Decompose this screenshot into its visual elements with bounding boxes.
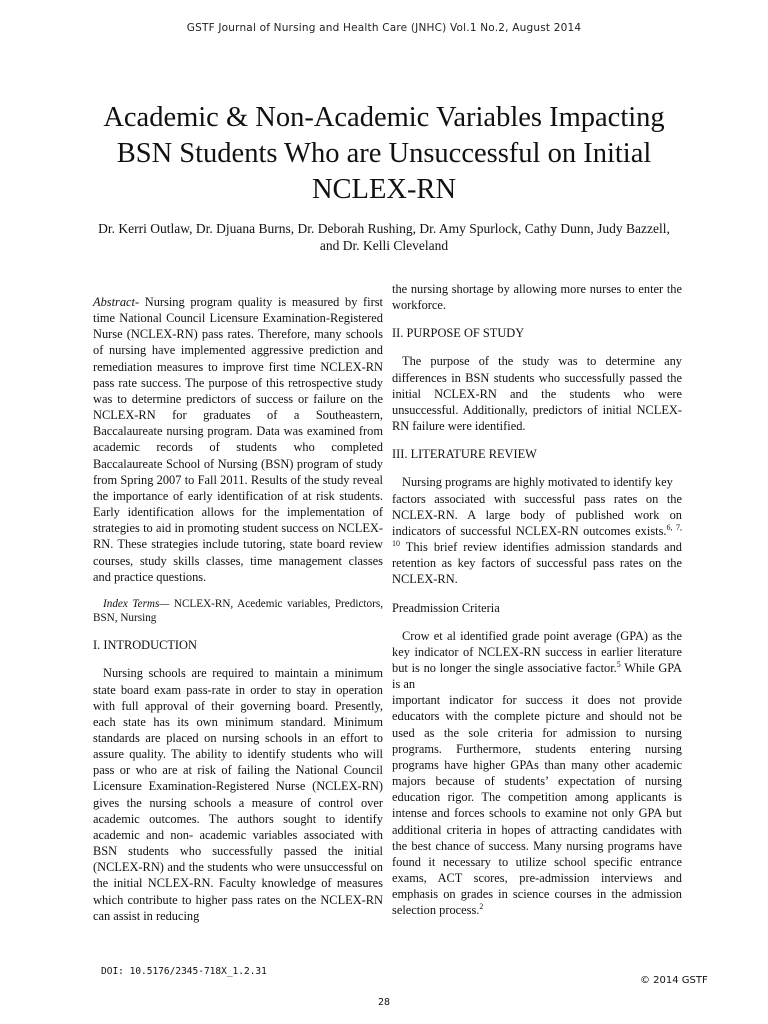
subsection-heading-preadmission: Preadmission Criteria [392,600,500,615]
running-head: GSTF Journal of Nursing and Health Care (JNHC) Vol.1 No.2, August 2014 [186,22,582,34]
preadmission-text-body: important indicator for success it does not provide educators with the complete picture and should not be used as the sole criteria for admission to nursing programs. Furthermore, students entering nursing programs have higher GPAs than many other academic majors because of students’ expectation of nursing education rigor. The competition among applicants is intense and forces schools to examine not only GPA but additional criteria in hopes of attracting candidates with the best chance of success. Many nursing programs have found it necessary to utilize school specific entrance exams, ACT scores, pre-admission interviews and emphasis on grades in science courses in the admission selection process. [392,693,682,918]
literature-text-end: This brief review identifies admission standards and retention as key factors of successful pass rates on the NCLEX-RN. [392,540,682,587]
abstract-label: Abstract- [93,295,140,309]
citation-refs: 6, 7, 10 [392,522,683,548]
preadmission-text-2 [392,692,682,918]
paper-title: Academic & Non-Academic Variables Impacting BSN Students Who are Unsuccessful on Initial NCLEX-RN [103,102,665,205]
page-number: 28 [377,997,391,1008]
preadmission-text-1 [392,628,682,693]
preadmission-text-start: Crow et al identified grade point average (GPA) as the key indicator of NCLEX-RN success in earlier literature but is no longer the single associative factor. [392,628,682,675]
literature-text-start: factors associated with successful pass rates on the NCLEX-RN. A large body of published work on indicators of successful NCLEX-RN outcomes exists. [392,491,682,538]
index-terms-label: Index Terms— [103,597,170,610]
literature-review-line1: Nursing programs are highly motivated to identify key [402,475,673,490]
doi: DOI: 10.5176/2345-718X_1.2.31 [101,966,267,977]
introduction-text: Nursing schools are required to maintain a minimum state board exam pass-rate in order to stay in operation with full approval of their governing board. Presently, each state has its own minimum standard. Minimum standards are placed on nursing schools in an effort to assure quality. The ability to identify students who will pass or who are at risk of failing the National Council Licensure Examination-Registered Nurse (NCLEX-RN) gives the nursing schools a measure of control over academic outcomes. The authors sought to identify academic and non- academic variables associated with BSN students who successfully passed the initial (NCLEX-RN) and the students who were unsuccessful on the initial NCLEX-RN. Faculty knowledge of measures which contribute to higher pass rates on the NCLEX-RN can assist in reducing [93,666,383,923]
index-terms [93,597,383,625]
preadmission-text-mid: While GPA is an [392,660,682,692]
right-column [392,281,682,918]
index-terms-text: NCLEX-RN, Acedemic variables, Predictors, BSN, Nursing [93,597,383,625]
section-heading-literature-review: III. LITERATURE REVIEW [392,447,537,462]
copyright: © 2014 GSTF [640,975,708,986]
citation-ref-2: 2 [479,902,484,912]
section-heading-purpose: II. PURPOSE OF STUDY [392,326,525,341]
literature-review-text [392,491,682,588]
section-heading-introduction: I. INTRODUCTION [93,638,197,653]
citation-ref-5: 5 [616,659,621,669]
abstract [93,294,383,585]
left-column [93,294,383,924]
abstract-text: Nursing program quality is measured by first time National Council Licensure Examination-Registered Nurse (NCLEX-RN) pass rates. Therefore, many schools of nursing have implemented aggressive prediction and remediation measures to improve first time NCLEX-RN pass rate success. The purpose of this retrospective study was to determine predictors of success or failure on the NCLEX-RN for graduates of a Southeastern, Baccalaureate nursing program. Data was examined from academic records of students who completed Baccalaureate School of Nursing (BSN) program of study from Spring 2007 to Fall 2011. Results of the study reveal the importance of early identification of at risk students. Early identification allows for the implementation of strategies to aid in promoting student success on NCLEX-RN. These strategies include tutoring, state board review courses, study skills classes, time management classes and practice questions. [93,295,383,584]
purpose-text: The purpose of the study was to determine any differences in BSN students who successfully passed the initial NCLEX-RN and the students who were unsuccessful. Additionally, predictors of initial NCLEX-RN failure were identified. [392,354,682,434]
introduction-continuation: the nursing shortage by allowing more nurses to enter the workforce. [392,282,682,313]
author-list: Dr. Kerri Outlaw, Dr. Djuana Burns, Dr. Deborah Rushing, Dr. Amy Spurlock, Cathy Dunn, Judy Bazzell, and Dr. Kelli Cleveland [98,221,670,253]
